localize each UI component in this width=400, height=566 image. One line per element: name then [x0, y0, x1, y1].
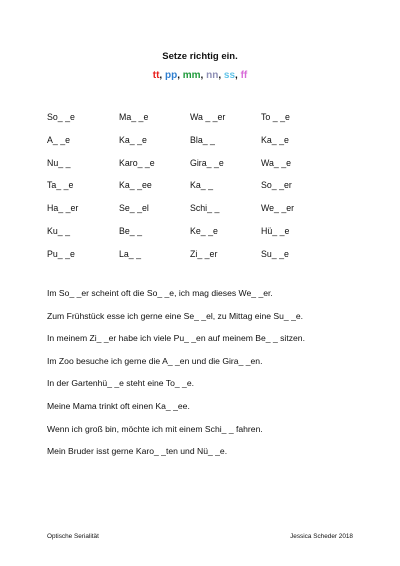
gap-word: Nu_ _ [47, 157, 71, 168]
gap-sentence: Mein Bruder isst gerne Karo_ _ten und Nü_ _e. [47, 446, 228, 457]
gap-word: Se_ _el [119, 203, 149, 214]
letter-pairs [0, 70, 400, 81]
gap-sentence: Meine Mama trinkt oft einen Ka_ _ee. [47, 400, 190, 411]
gap-word: Ka_ _ [190, 180, 213, 191]
letter-pair: , nn [201, 70, 219, 81]
word-row [47, 226, 347, 249]
gap-sentence: Wenn ich groß bin, möchte ich mit einem Schi_ _ fahren. [47, 423, 263, 434]
gap-sentence: In der Gartenhü_ _e steht eine To_ _e. [47, 378, 194, 389]
gap-word: Ku_ _ [47, 225, 70, 236]
gap-word: Su_ _e [261, 248, 289, 259]
gap-word: Schi_ _ [190, 203, 220, 214]
gap-word: So_ _er [261, 180, 292, 191]
word-row [47, 249, 347, 272]
word-row [47, 203, 347, 226]
gap-word: Gira_ _e [190, 157, 224, 168]
gap-sentence: In meinem Zi_ _er habe ich viele Pu_ _en auf meinem Be_ _ sitzen. [47, 333, 305, 344]
gap-word: A_ _e [47, 134, 70, 145]
gap-word: Ka_ _ee [119, 180, 152, 191]
gap-word: Karo_ _e [119, 157, 155, 168]
footer-author: Jessica Scheder 2018 [290, 533, 353, 540]
letter-pair: , pp [159, 70, 177, 81]
letter-pair: , mm [177, 70, 200, 81]
gap-word: La_ _ [119, 248, 142, 259]
footer-subject: Optische Serialität [47, 533, 99, 540]
word-row [47, 180, 347, 203]
gap-word: Ha_ _er [47, 203, 79, 214]
gap-word: To _ _e [261, 112, 290, 122]
gap-word: We_ _er [261, 203, 295, 214]
gap-word: Ke_ _e [190, 225, 218, 236]
letter-pair: , ff [235, 70, 247, 81]
word-row [47, 112, 347, 135]
gap-word: Ta_ _e [47, 180, 74, 191]
word-row [47, 158, 347, 181]
gap-word: So_ _e [47, 112, 75, 122]
gap-word: Ka_ _e [119, 134, 147, 145]
gap-word: Hü_ _e [261, 225, 290, 236]
gap-sentence: Im Zoo besuche ich gerne die A_ _en und die Gira_ _en. [47, 355, 263, 366]
letter-pair: , ss [218, 70, 235, 81]
gap-word: Wa_ _e [261, 157, 291, 168]
gap-word: Wa _ _er [190, 112, 226, 122]
gap-word: Ka_ _e [261, 134, 289, 145]
gap-sentence: Im So_ _er scheint oft die So_ _e, ich mag dieses We_ _er. [47, 288, 273, 298]
letter-pair: tt [152, 70, 160, 81]
worksheet-title: Setze richtig ein. [162, 51, 238, 62]
gap-word: Bla_ _ [190, 134, 215, 145]
gap-word: Pu_ _e [47, 248, 75, 259]
word-row [47, 135, 347, 158]
gap-word: Be_ _ [119, 225, 142, 236]
gap-word: Ma_ _e [119, 112, 149, 122]
sentence-list [47, 288, 367, 469]
gap-word: Zi_ _er [190, 248, 218, 259]
word-grid [47, 112, 347, 272]
gap-sentence: Zum Frühstück esse ich gerne eine Se_ _el, zu Mittag eine Su_ _e. [47, 310, 304, 321]
